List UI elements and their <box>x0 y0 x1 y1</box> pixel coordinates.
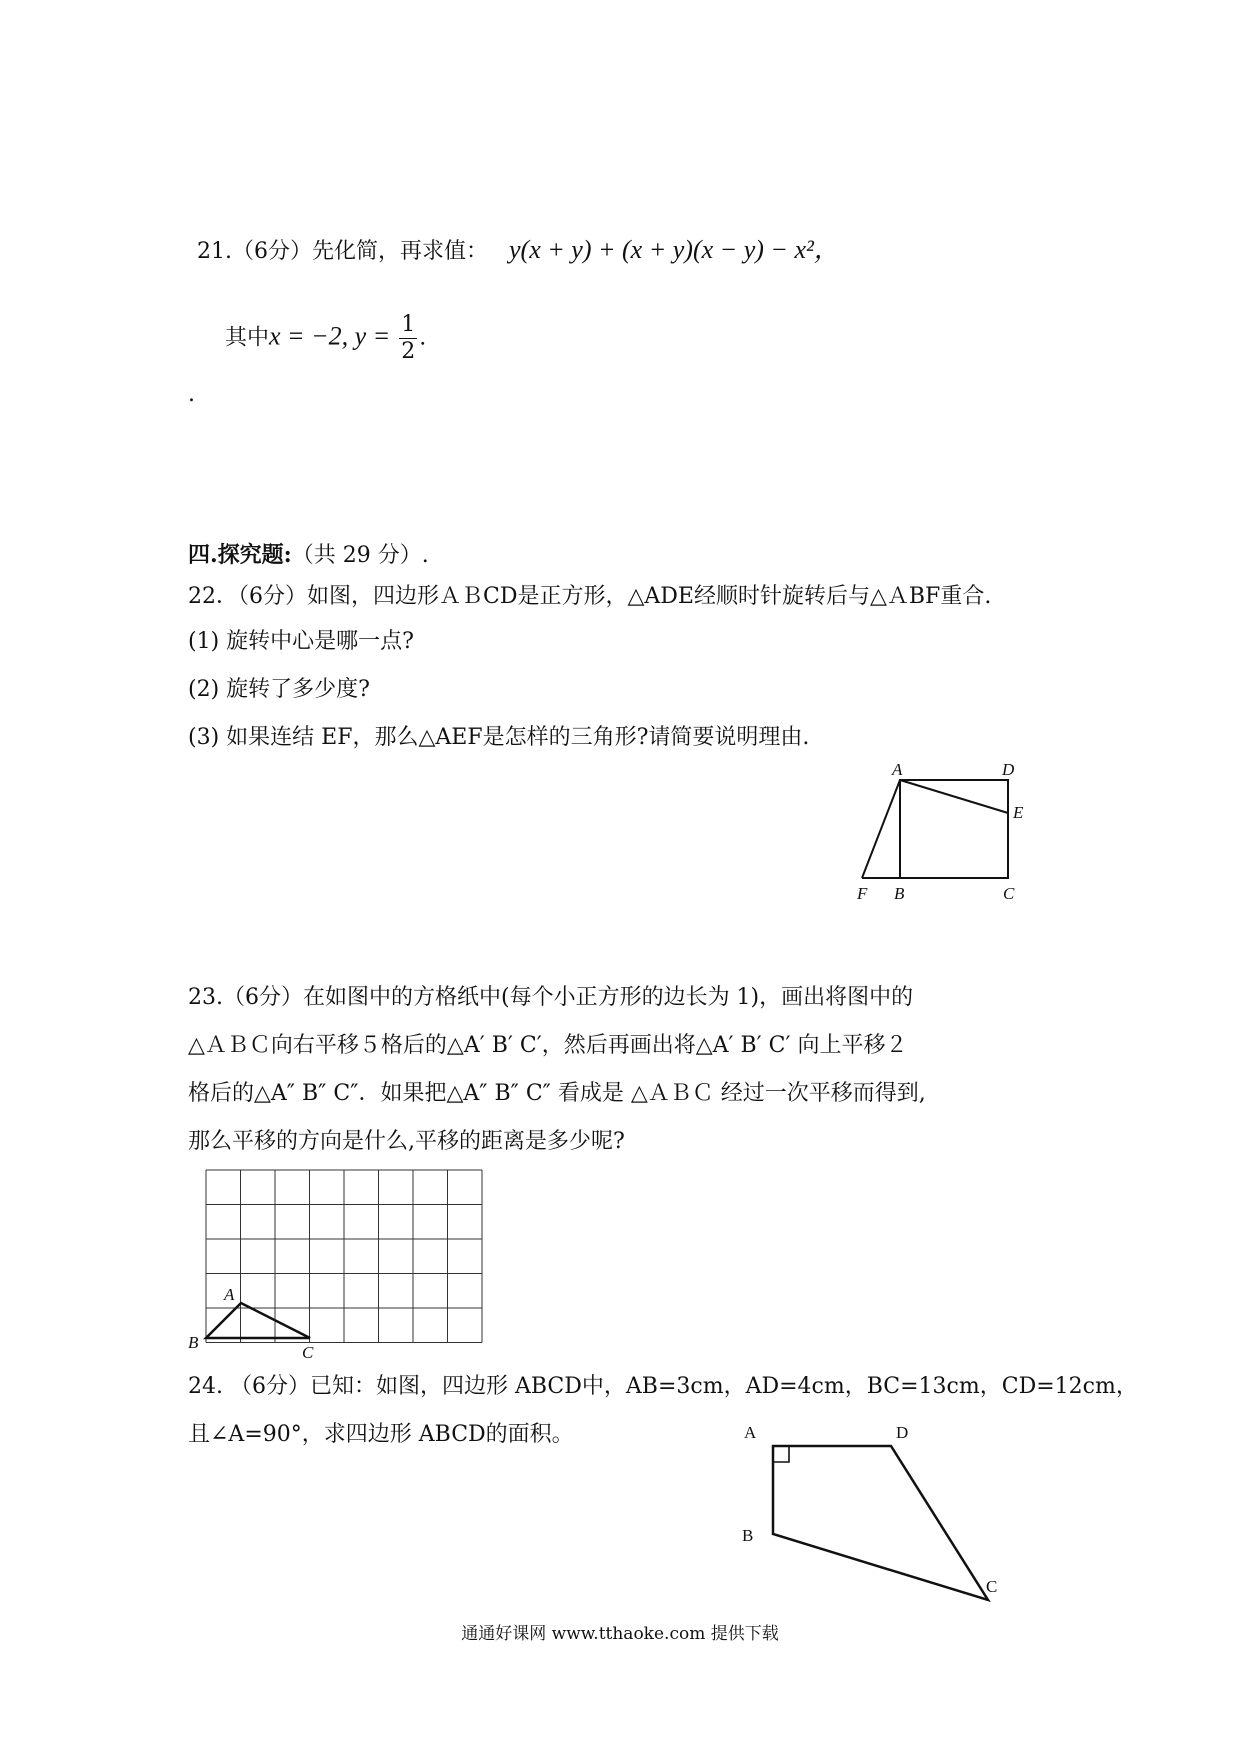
page-footer: 通通好课网 www.tthaoke.com 提供下载 <box>461 1624 779 1644</box>
label-c: C <box>1003 884 1015 903</box>
segment-af <box>862 780 900 878</box>
q24-line-2: 且∠A=90°，求四边形 ABCD的面积。 <box>188 1422 574 1447</box>
section4-title: 四.探究题: <box>188 542 292 568</box>
q21-condition-prefix: 其中 <box>225 325 270 351</box>
q23-line-1: 23.（6分）在如图中的方格纸中(每个小正方形的边长为 1)，画出将图中的 <box>188 985 914 1010</box>
q24-figure <box>735 1415 1015 1615</box>
q21-condition-end: . <box>419 325 427 351</box>
q21-fraction <box>399 312 417 365</box>
q21-condition-vars: x = −2, y = <box>269 321 391 351</box>
segment-ae <box>900 780 1008 813</box>
label-d: D <box>1002 760 1015 779</box>
q22-figure <box>850 755 1050 915</box>
stray-dot: . <box>188 382 195 407</box>
q23-line-3: 格后的△A″ B″ C″．如果把△A″ B″ C″ 看成是 △ＡＢＣ 经过一次平移而得到, <box>188 1081 926 1106</box>
section4-heading <box>188 540 429 571</box>
label-c: C <box>302 1343 314 1362</box>
q22-part-1: (1) 旋转中心是哪一点? <box>188 629 414 654</box>
q21-expression: y(x + y) + (x + y)(x − y) − x²， <box>509 235 840 264</box>
label-a: A <box>224 1285 235 1304</box>
quadrilateral-abcd <box>773 1446 988 1600</box>
grid-lines <box>206 1170 482 1343</box>
q21-frac-den: 2 <box>401 339 416 364</box>
q22-stem: 22．（6分）如图，四边形ＡＢCD是正方形，△ADE经顺时针旋转后与△ＡBF重合. <box>188 584 992 609</box>
q21-line <box>197 235 840 267</box>
section4-subtitle: （共 29 分）. <box>291 543 429 568</box>
label-b: B <box>894 884 905 903</box>
q24-line-1: 24. （6分）已知：如图，四边形 ABCD中，AB=3cm，AD=4cm，BC=13cm，CD=12cm， <box>188 1374 1138 1399</box>
label-e: E <box>1013 803 1024 822</box>
q23-grid-figure <box>185 1165 495 1365</box>
q21-frac-num: 1 <box>401 312 416 337</box>
q23-line-4: 那么平移的方向是什么,平移的距离是多少呢? <box>188 1129 625 1154</box>
label-f: F <box>857 884 868 903</box>
q23-line-2: △ＡＢＣ向右平移５格后的△A′ B′ C′，然后再画出将△A′ B′ C′ 向上平移２ <box>188 1033 908 1058</box>
right-angle-mark <box>773 1446 789 1462</box>
label-d: D <box>896 1423 909 1442</box>
label-b: B <box>188 1333 199 1352</box>
square-abcd <box>900 780 1008 878</box>
q22-part-2: (2) 旋转了多少度? <box>188 677 370 702</box>
label-a: A <box>892 760 903 779</box>
label-c: C <box>986 1577 998 1596</box>
q22-part-3: (3) 如果连结 EF，那么△AEF是怎样的三角形?请简要说明理由. <box>188 725 810 750</box>
q21-condition <box>225 312 426 365</box>
label-b: B <box>742 1526 754 1545</box>
q21-label: 21.（6分）先化简，再求值： <box>197 239 488 264</box>
label-a: A <box>744 1423 757 1442</box>
